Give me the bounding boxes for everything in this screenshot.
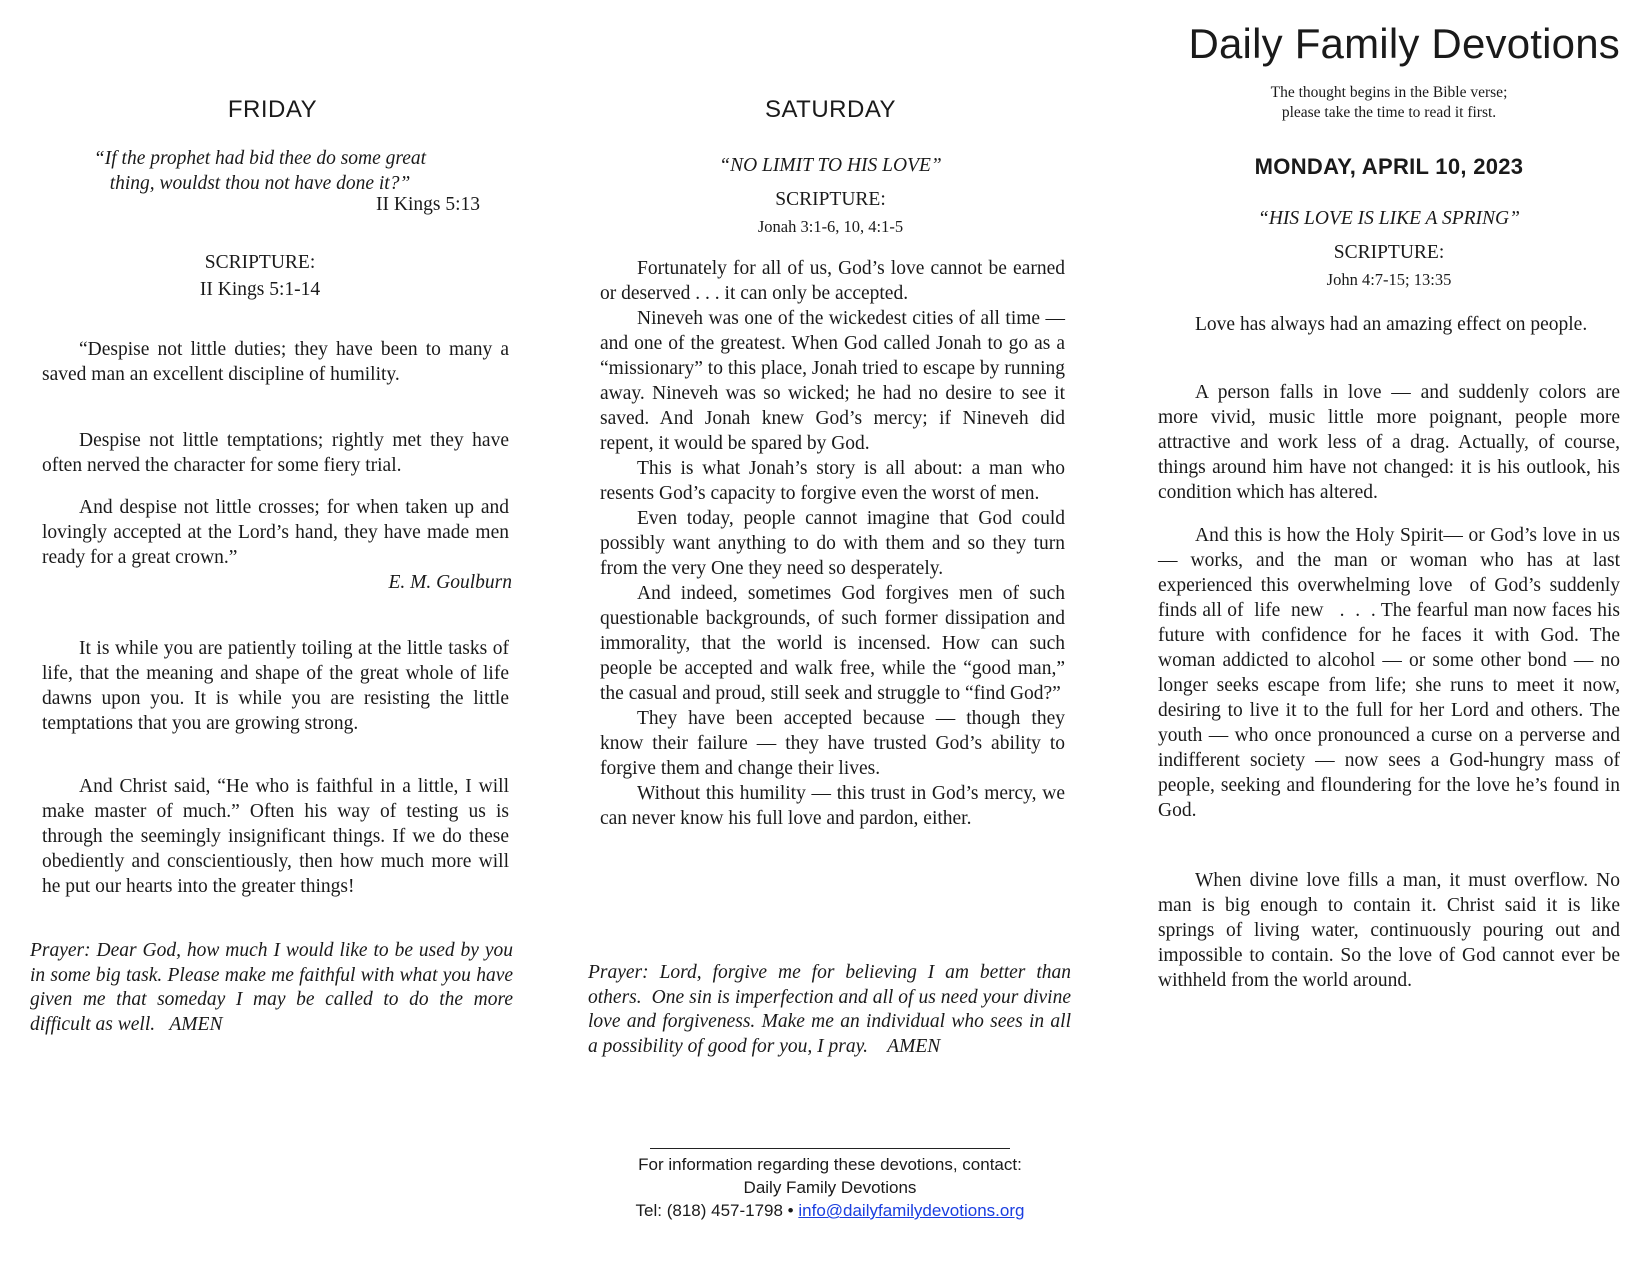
friday-paragraph-5: And Christ said, “He who is faithful in a little, I will make master of much.” Often his way of testing us is through the seemingly insignificant things. If we do these obediently and conscientiously, then how much more will he put our hearts into the greater things! [42,776,509,897]
friday-paragraph-1: “Despise not little duties; they have been to many a saved man an excellent discipline of humility. [42,339,509,385]
saturday-paragraph-3: This is what Jonah’s story is all about: a man who resents God’s capacity to forgive even the worst of men. [600,458,1065,504]
footer-info-line: For information regarding these devotions, contact: [638,1155,1022,1174]
monday-theme: “HIS LOVE IS LIKE A SPRING” [1257,208,1520,229]
contact-footer [560,1148,1100,1222]
saturday-theme: “NO LIMIT TO HIS LOVE” [719,155,942,176]
friday-quote-reference: II Kings 5:13 [376,194,480,215]
friday-quote-line-1: “If the prophet had bid thee do some great [93,148,427,169]
friday-quote [30,146,490,196]
friday-attribution: E. M. Goulburn [388,572,512,593]
saturday-body [600,256,1065,831]
monday-paragraph-3: And this is how the Holy Spirit— or God’s love in us — works, and the man or woman who has at last experienced this overwhelming love of God’s suddenly finds all of life new . . . The fearful man now faces his future with confidence for he faces it with God. The woman addicted to alcohol — or some other bond — no longer seeks escape from life; she runs to meet it now, desiring to live it to the full for her Lord and others. The youth — who once pronounced a curse on a perverse and indifferent society — now sees a God-hungry mass of people, seeking and floundering for the love he’s found in God. [1158,525,1620,821]
footer-email-link[interactable]: info@dailyfamilydevotions.org [798,1201,1025,1220]
monday-paragraph-4: When divine love fills a man, it must overflow. No man is big enough to contain it. Christ said it is like springs of living water, continuously pouring out and impossible to contain. So the love of God cannot ever be withheld from the world around. [1158,870,1620,991]
friday-quote-line-2: thing, wouldst thou not have done it?” [109,173,411,194]
newsletter-title: Daily Family Devotions [1188,20,1620,67]
saturday-paragraph-2: Nineveh was one of the wickedest cities of all time — and one of the greatest. When God called Jonah to go as a “missionary” to this place, Jonah tried to escape by running away. Nineveh was so wicked; he had no desire to see it saved. And Jonah knew God’s mercy; if Nineveh did repent, it would be spared by God. [600,308,1065,454]
monday-date: MONDAY, APRIL 10, 2023 [1254,154,1524,179]
friday-paragraph-3: And despise not little crosses; for when taken up and lovingly accepted at the Lord’s hand, they have made men ready for a great crown.” [42,497,509,568]
saturday-paragraph-4: Even today, people cannot imagine that God could possibly want anything to do with them and so they turn from the very One they need so desperately. [600,508,1065,579]
monday-paragraph-2: A person falls in love — and suddenly colors are more vivid, music little more poignant, people more attractive and work less of a drag. Actually, of course, things around him have not changed: it is his outlook, his condition which has altered. [1158,382,1620,503]
friday-scripture-label: SCRIPTURE: [204,252,316,273]
monday-scripture-label: SCRIPTURE: [1333,242,1445,263]
intro-note [1158,83,1620,123]
footer-contact-line [560,1199,1100,1222]
saturday-scripture-label: SCRIPTURE: [775,189,886,210]
intro-line-1: The thought begins in the Bible verse; [1270,84,1508,101]
saturday-scripture-reference: Jonah 3:1-6, 10, 4:1-5 [757,217,904,236]
footer-divider [650,1148,1010,1149]
saturday-prayer: Prayer: Lord, forgive me for believing I am better than others. One sin is imperfection and all of us need your divine love and forgiveness. Make me an individual who sees in all a possibility of good for you, I pray. AMEN [588,962,1071,1057]
monday-paragraph-1: Love has always had an amazing effect on people. [1195,314,1588,335]
friday-prayer: Prayer: Dear God, how much I would like to be used by you in some big task. Please make me faithful with what you have given me that someday I may be called to do the more difficult as well. AMEN [30,940,513,1035]
saturday-paragraph-1: Fortunately for all of us, God’s love cannot be earned or deserved . . . it can only be accepted. [600,258,1065,304]
friday-paragraph-4: It is while you are patiently toiling at the little tasks of life, that the meaning and shape of the great whole of life dawns upon you. It is while you are resisting the little temptations that you are growing strong. [42,638,509,734]
friday-heading: FRIDAY [227,96,318,123]
saturday-paragraph-7: Without this humility — this trust in God’s mercy, we can never know his full love and pardon, either. [600,783,1065,829]
footer-phone: Tel: (818) 457-1798 • [635,1201,799,1220]
friday-scripture-reference: II Kings 5:1-14 [199,279,321,300]
saturday-heading: SATURDAY [764,96,897,123]
intro-line-2: please take the time to read it first. [1281,104,1497,121]
friday-paragraph-2: Despise not little temptations; rightly met they have often nerved the character for some fiery trial. [42,430,509,476]
footer-organization: Daily Family Devotions [743,1178,917,1197]
saturday-paragraph-5: And indeed, sometimes God forgives men of such questionable backgrounds, of such former dissipation and immorality, that the world is incensed. How can such people be accepted and walk free, while the “good man,” the casual and proud, still seek and struggle to “find God?” [600,583,1065,704]
saturday-paragraph-6: They have been accepted because — though they know their failure — they have trusted God’s ability to forgive them and change their lives. [600,708,1065,779]
monday-scripture-reference: John 4:7-15; 13:35 [1326,270,1452,289]
